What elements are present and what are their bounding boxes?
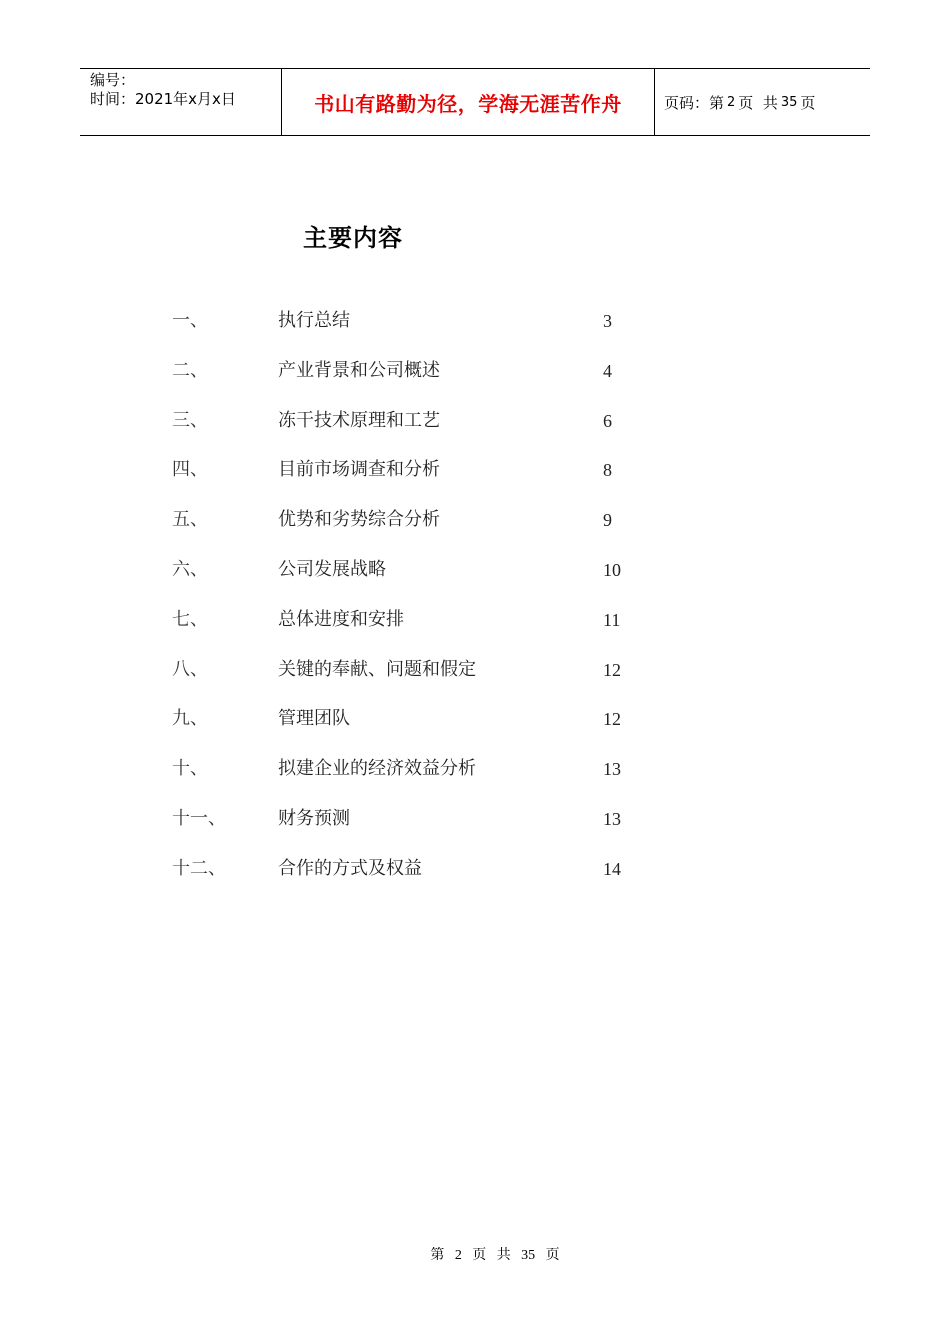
toc-entry[interactable] bbox=[0, 655, 950, 685]
toc-entry[interactable] bbox=[0, 754, 950, 784]
toc-entry-page-number: 13 bbox=[603, 809, 621, 829]
toc-entry-page-number: 3 bbox=[603, 311, 612, 331]
footer-suffix: 页 bbox=[545, 1247, 560, 1263]
toc-entry-index: 一、 bbox=[172, 310, 208, 331]
toc-entry[interactable] bbox=[0, 605, 950, 635]
document-time-label: 时间：2021年x月x日 bbox=[90, 90, 236, 108]
toc-entry-label: 拟建企业的经济效益分析 bbox=[278, 758, 476, 780]
page-total: 35 bbox=[780, 94, 798, 110]
toc-entry-label: 优势和劣势综合分析 bbox=[278, 509, 440, 531]
toc-entry[interactable] bbox=[0, 306, 950, 336]
toc-entry-index: 七、 bbox=[172, 608, 208, 630]
toc-entry-page-number: 12 bbox=[603, 659, 621, 680]
toc-entry[interactable] bbox=[0, 505, 950, 535]
page-footer bbox=[0, 1244, 950, 1264]
toc-entry-label: 总体进度和安排 bbox=[278, 608, 404, 630]
toc-entry-page-number: 12 bbox=[603, 709, 621, 730]
toc-entry-label: 执行总结 bbox=[278, 310, 350, 331]
header-info-cell bbox=[80, 69, 282, 135]
page-suffix: 页 bbox=[800, 93, 816, 112]
toc-entry-index: 四、 bbox=[172, 459, 208, 481]
toc-entry-index: 十二、 bbox=[172, 857, 226, 879]
toc-entry-index: 三、 bbox=[172, 409, 208, 431]
toc-entry-page-number: 10 bbox=[603, 560, 621, 580]
toc-entry[interactable] bbox=[0, 804, 950, 834]
toc-entry[interactable] bbox=[0, 854, 950, 884]
toc-entry[interactable] bbox=[0, 356, 950, 386]
toc-entry-index: 八、 bbox=[172, 658, 208, 680]
toc-entry-index: 十一、 bbox=[172, 808, 226, 829]
toc-entry-page-number: 13 bbox=[603, 759, 621, 780]
page-current: 2 bbox=[727, 94, 736, 110]
toc-entry-label: 关键的奉献、问题和假定 bbox=[278, 658, 476, 680]
page-header bbox=[80, 68, 870, 136]
toc-entry[interactable] bbox=[0, 406, 950, 436]
toc-entry-label: 财务预测 bbox=[278, 808, 350, 829]
toc-entry[interactable] bbox=[0, 704, 950, 734]
toc-entry-label: 管理团队 bbox=[278, 708, 350, 730]
footer-total-pages: 35 bbox=[521, 1248, 536, 1263]
toc-entry-index: 九、 bbox=[172, 708, 208, 730]
toc-entry-index: 六、 bbox=[172, 559, 208, 580]
page-prefix: 页码：第 bbox=[664, 93, 725, 112]
toc-entry[interactable] bbox=[0, 555, 950, 585]
toc-entry-page-number: 11 bbox=[603, 609, 621, 630]
toc-entry-page-number: 14 bbox=[603, 858, 621, 879]
footer-mid1: 页 bbox=[472, 1247, 487, 1263]
toc-entry-index: 二、 bbox=[172, 359, 208, 381]
toc-entry-label: 合作的方式及权益 bbox=[278, 857, 422, 879]
header-page-counter bbox=[655, 69, 870, 135]
toc-entry-label: 冻干技术原理和工艺 bbox=[278, 409, 440, 431]
toc-entry-page-number: 6 bbox=[603, 410, 612, 431]
footer-mid2: 共 bbox=[496, 1247, 511, 1263]
toc-entry-index: 五、 bbox=[172, 509, 208, 531]
footer-prefix: 第 bbox=[430, 1247, 445, 1263]
toc-entry-label: 目前市场调查和分析 bbox=[278, 459, 440, 481]
toc-entry-label: 产业背景和公司概述 bbox=[278, 359, 440, 381]
header-motto: 书山有路勤为径，学海无涯苦作舟 bbox=[282, 69, 655, 135]
toc-entry-index: 十、 bbox=[172, 758, 208, 780]
toc-entry-page-number: 8 bbox=[603, 460, 612, 481]
page-title: 主要内容 bbox=[303, 224, 403, 252]
toc-entry-page-number: 9 bbox=[603, 510, 612, 531]
toc-entry[interactable] bbox=[0, 455, 950, 485]
toc-entry-label: 公司发展战略 bbox=[278, 559, 386, 580]
page-mid: 页 共 bbox=[738, 93, 778, 112]
document-number-label: 编号： bbox=[90, 71, 136, 89]
footer-current-page: 2 bbox=[454, 1248, 462, 1263]
toc-entry-page-number: 4 bbox=[603, 360, 612, 381]
